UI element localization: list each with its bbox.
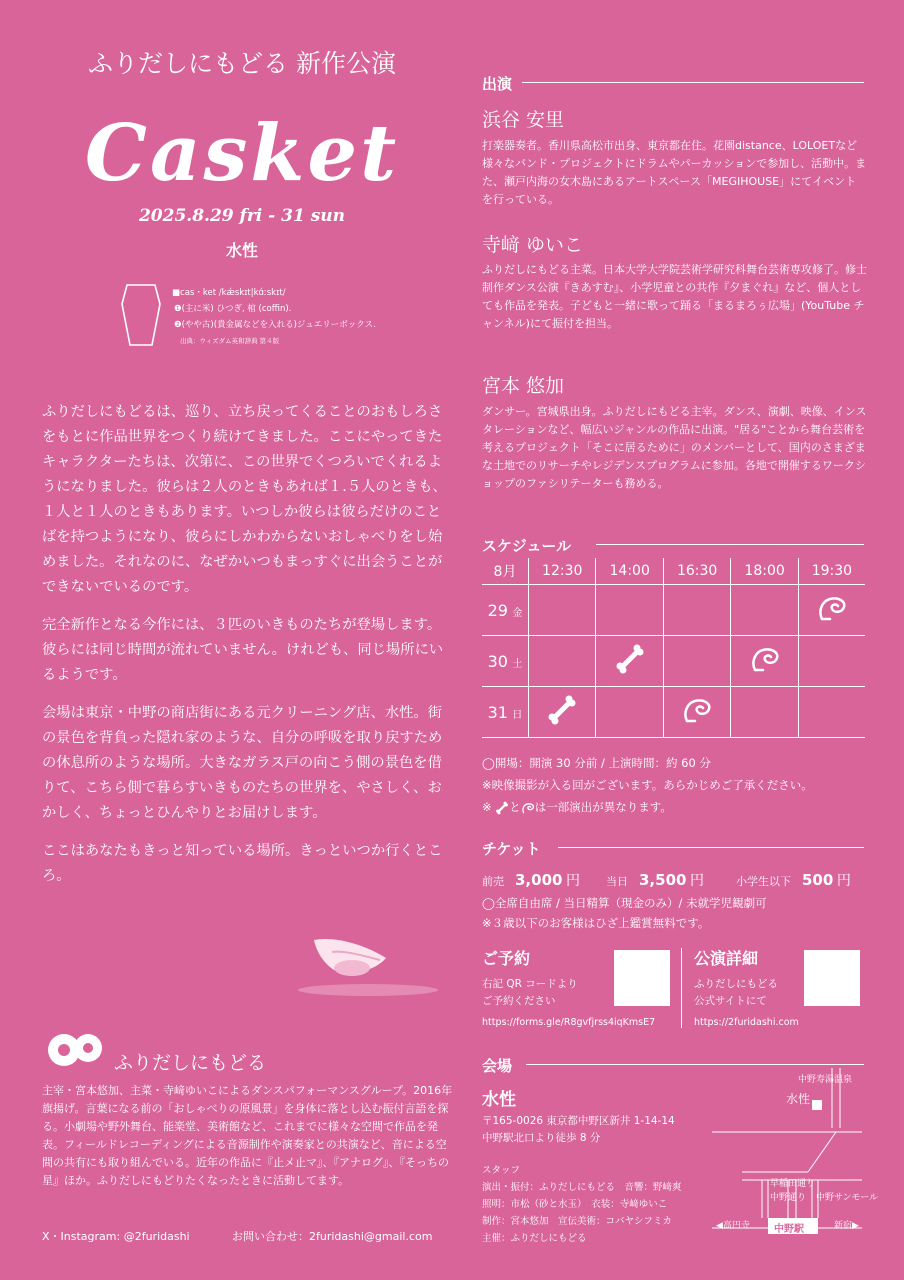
- price-child: [736, 870, 851, 890]
- dict-headword: ■cas・ket /kǽskɪt|kɑ́ːskɪt/: [172, 288, 286, 298]
- map-label-left: ◀高円寺: [716, 1221, 750, 1231]
- yen-unit: 円: [689, 873, 704, 889]
- map-label-right: 新宿▶: [834, 1221, 859, 1231]
- cast-bio-miyamoto: ダンサー。宮城県出身。ふりだしにもどる主宰。ダンス、演劇、映像、インスタレーションなど、幅広いジャンルの作品に出演。"居る"ことから舞台芸術を考えるプロジェクト「そこに居るために」のメンバーとして、国内のさまざまな土地でのリサーチやレジデンスプログラムに参加。各地で開催するワークショップのファシリテーターも務める。: [482, 405, 867, 490]
- cast-name-terasaki: 寺﨑 ゆいこ: [482, 234, 584, 256]
- schedule-cell: [663, 636, 730, 687]
- schedule-cell: [798, 687, 865, 738]
- schedule-cell: [663, 687, 730, 738]
- schedule-day-number: 31: [487, 702, 508, 722]
- schedule-day-number: 29: [487, 600, 508, 620]
- reservation-line: ご予約ください: [482, 995, 556, 1007]
- price-door: [606, 870, 704, 890]
- group-name: ふりだしにもどる: [114, 1052, 267, 1074]
- reservation-url[interactable]: https://forms.gle/R8gvfjrss4iqKmsE7: [482, 1017, 656, 1028]
- cast-name-miyamoto: 宮本 悠加: [482, 375, 565, 397]
- group-description: 主宰・宮本悠加、主菜・寺﨑ゆいこによるダンスパフォーマンスグループ。2016年旗揚げ。言葉になる前の「おしゃべりの原風景」を身体に落とし込む振付言語を探る。小劇場や野外舞台、能楽堂、美術館など、これまでに様々な空間で作品を発表。フィールドレコーディングによる音源制作や演奏家との共演など、音による空間の共有にも取り組んでいる。近年の作品に『止メ止マ』、『アナログ』、『そっちの星』ほか。ふりだしにもどりたくなったときに活動してます。: [42, 1084, 453, 1187]
- venue-title: 会場: [482, 1057, 513, 1075]
- price-value: 3,500: [639, 871, 687, 889]
- schedule-cell: [798, 585, 865, 636]
- cast-bio-hamatani: 打楽器奏者。香川県高松市出身、東京都在住。花園distance、LOLOETなど様々なバンド・プロジェクトにドラムやパーカッションで参加し、活動中。また、瀬戸内海の女木島にあるアートスペース「MEGIHOUSE」にてイベントを行っている。: [482, 139, 867, 206]
- column-divider: [681, 948, 682, 1028]
- ticket-notes: [482, 893, 767, 933]
- venue-access: 中野駅北口より徒歩 8 分: [482, 1132, 601, 1144]
- details-line: 公式サイトにて: [694, 995, 767, 1007]
- schedule-notes: [482, 752, 813, 818]
- map-label-arcade: 中野サンモール: [816, 1193, 879, 1203]
- schedule-cell: [529, 687, 596, 738]
- details-qr-code[interactable]: [804, 950, 860, 1006]
- cast-title: 出演: [482, 75, 513, 93]
- map-label-venue: 水性: [786, 1092, 811, 1106]
- schedule-cell: [596, 636, 663, 687]
- map-label-street1: 早稲田通り: [770, 1179, 816, 1189]
- event-dates: 2025.8.29 fri - 31 sun: [138, 206, 346, 226]
- schedule-time: 12:30: [529, 558, 596, 585]
- note-suffix: は一部演出が異なります。: [534, 800, 672, 814]
- map-label-temple: 中野寿湯温泉: [798, 1075, 853, 1085]
- bone-icon: [614, 644, 646, 674]
- schedule-day-of-week: 日: [512, 709, 523, 721]
- schedule-rule: [596, 544, 864, 545]
- seashell-illustration: [294, 930, 444, 1002]
- shell-icon: [749, 644, 781, 674]
- cast-name-hamatani: 浜谷 安里: [482, 109, 565, 131]
- schedule-time: 16:30: [663, 558, 730, 585]
- intro-paragraph: ふりだしにもどるは、巡り、立ち戻ってくることのおもしろさをもとに作品世界をつくり続けてきました。ここにやってきたキャラクターたちは、次第に、この世界でくつろいでくれるようになりました。彼らは２人のときもあれば１.５人のときも、１人と１人のときもあります。いつしか彼らは彼らだけのことばを持つようになり、彼らにしかわからないおしゃべりをし始めました。それなのに、なぜかいつもまっすぐに出会うことができないでいるのです。: [42, 404, 447, 595]
- staff-line: 主催：ふりだしにもどる: [482, 1233, 587, 1244]
- note-and: と: [509, 800, 521, 814]
- schedule-time: 19:30: [798, 558, 865, 585]
- schedule-table: [482, 558, 865, 738]
- schedule-time: 18:00: [731, 558, 798, 585]
- ticket-title: チケット: [482, 840, 541, 858]
- reservation-text: [482, 976, 578, 1010]
- ticket-note-seating: ◯全席自由席 / 当日精算（現金のみ）/ 未就学児観劇可: [482, 896, 767, 910]
- map-label-street2: 中野通り: [770, 1193, 807, 1203]
- staff-line: 照明：市松（砂と水玉） 衣装：寺﨑ゆいこ: [482, 1199, 668, 1210]
- reservation-line: 右記 QR コードより: [482, 978, 578, 990]
- group-logo-icon: [44, 1020, 106, 1074]
- schedule-note-filming: ※映像撮影が入る回がございます。あらかじめご了承ください。: [482, 778, 813, 792]
- schedule-cell: [529, 636, 596, 687]
- price-label: 前売: [482, 875, 504, 888]
- schedule-cell: [731, 687, 798, 738]
- schedule-note-opening: ◯開場：開演 30 分前 / 上演時間：約 60 分: [482, 756, 711, 770]
- schedule-row-30: [482, 636, 865, 687]
- schedule-day: [482, 687, 529, 738]
- reservation-title: ご予約: [482, 949, 531, 968]
- cast-bio-terasaki: ふりだしにもどる主菜。日本大学大学院芸術学研究科舞台芸術専攻修了。修士制作ダンス公演『きあすむ』、小学児童との共作『夕まぐれ』など、個人としても作品を発表。子どもと一緒に歌って踊る「まるまろぅ広場」(YouTube チャンネル)にて振付を担当。: [482, 263, 867, 330]
- intro-paragraph: ここはあなたもきっと知っている場所。きっといつか行くところ。: [42, 843, 443, 884]
- cast-rule: [522, 82, 864, 83]
- schedule-day-of-week: 土: [512, 658, 523, 670]
- details-title: 公演詳細: [694, 949, 759, 968]
- schedule-day: [482, 585, 529, 636]
- price-value: 3,000: [515, 871, 563, 889]
- schedule-cell: [731, 636, 798, 687]
- price-advance: [482, 870, 580, 890]
- yen-unit: 円: [836, 873, 851, 889]
- details-text: [694, 976, 778, 1010]
- intro-paragraph: 会場は東京・中野の商店街にある元クリーニング店、水性。街の景色を背負った隠れ家のような、自分の呼吸を取り戻すための休息所のような場所。大きなガラス戸の向こう側の景色を借りて、こちら側で暮らすいきものたちの世界を、やさしく、おかしく、ちょっとひんやりとお届けします。: [42, 705, 443, 821]
- schedule-day-of-week: 金: [512, 607, 523, 619]
- schedule-header-row: [482, 558, 865, 585]
- shell-icon: [816, 593, 848, 623]
- venue-rule: [526, 1064, 864, 1065]
- schedule-month: 8月: [482, 558, 529, 585]
- staff-line: 演出・振付：ふりだしにもどる 音響：野﨑爽: [482, 1182, 682, 1193]
- staff-line: 制作：宮本悠加 宣伝美術：コバヤシフミカ: [482, 1216, 672, 1227]
- reservation-qr-code[interactable]: [614, 950, 670, 1006]
- event-title: Casket: [84, 108, 400, 199]
- schedule-note-marks: [482, 796, 813, 818]
- schedule-cell: [529, 585, 596, 636]
- staff-title: スタッフ: [482, 1165, 521, 1176]
- shell-icon: [681, 695, 713, 725]
- ticket-note-children: ※３歳以下のお客様はひざ上鑑賞無料です。: [482, 916, 710, 930]
- intro-text: [42, 400, 450, 902]
- dict-source: 出典：ウィズダム英和辞典 第４版: [180, 337, 280, 345]
- yen-unit: 円: [565, 873, 580, 889]
- event-venue: 水性: [225, 241, 258, 260]
- schedule-row-29: [482, 585, 865, 636]
- price-label: 当日: [606, 875, 628, 888]
- price-label: 小学生以下: [736, 875, 791, 888]
- intro-paragraph: 完全新作となる今作には、３匹のいきものたちが登場します。彼らには同じ時間が流れていません。けれども、同じ場所にいるようです。: [42, 617, 444, 683]
- schedule-day: [482, 636, 529, 687]
- venue-address: 〒165-0026 東京都中野区新井 1-14-14: [482, 1115, 675, 1127]
- details-url[interactable]: https://2furidashi.com: [694, 1017, 799, 1028]
- ticket-rule: [558, 847, 864, 848]
- schedule-cell: [596, 687, 663, 738]
- event-subtitle: ふりだしにもどる 新作公演: [88, 49, 396, 78]
- dict-def2: ❷(やや古)(貴金属などを入れる)ジュエリーボックス.: [174, 320, 376, 330]
- schedule-cell: [798, 636, 865, 687]
- note-prefix: ※: [482, 800, 492, 814]
- bone-icon: [546, 695, 578, 725]
- map-label-station: 中野駅: [774, 1224, 804, 1235]
- shell-icon: [521, 801, 535, 815]
- dictionary-entry: [172, 285, 376, 349]
- sns-handle: X・Instagram: @2furidashi: [42, 1230, 190, 1243]
- schedule-cell: [596, 585, 663, 636]
- contact-email: お問い合わせ：2furidashi@gmail.com: [232, 1230, 433, 1243]
- dict-def1: ❶(主に米) ひつぎ, 棺 (coffin).: [174, 304, 292, 314]
- price-value: 500: [802, 871, 834, 889]
- schedule-day-number: 30: [487, 651, 508, 671]
- staff-credits: [482, 1162, 682, 1247]
- details-line: ふりだしにもどる: [694, 978, 778, 990]
- venue-address-block: [482, 1113, 675, 1147]
- venue-name: 水性: [482, 1090, 516, 1110]
- schedule-row-31: [482, 687, 865, 738]
- schedule-time: 14:00: [596, 558, 663, 585]
- schedule-cell: [731, 585, 798, 636]
- bone-icon: [495, 801, 509, 815]
- schedule-cell: [663, 585, 730, 636]
- casket-icon: [118, 282, 164, 348]
- schedule-title: スケジュール: [482, 537, 572, 555]
